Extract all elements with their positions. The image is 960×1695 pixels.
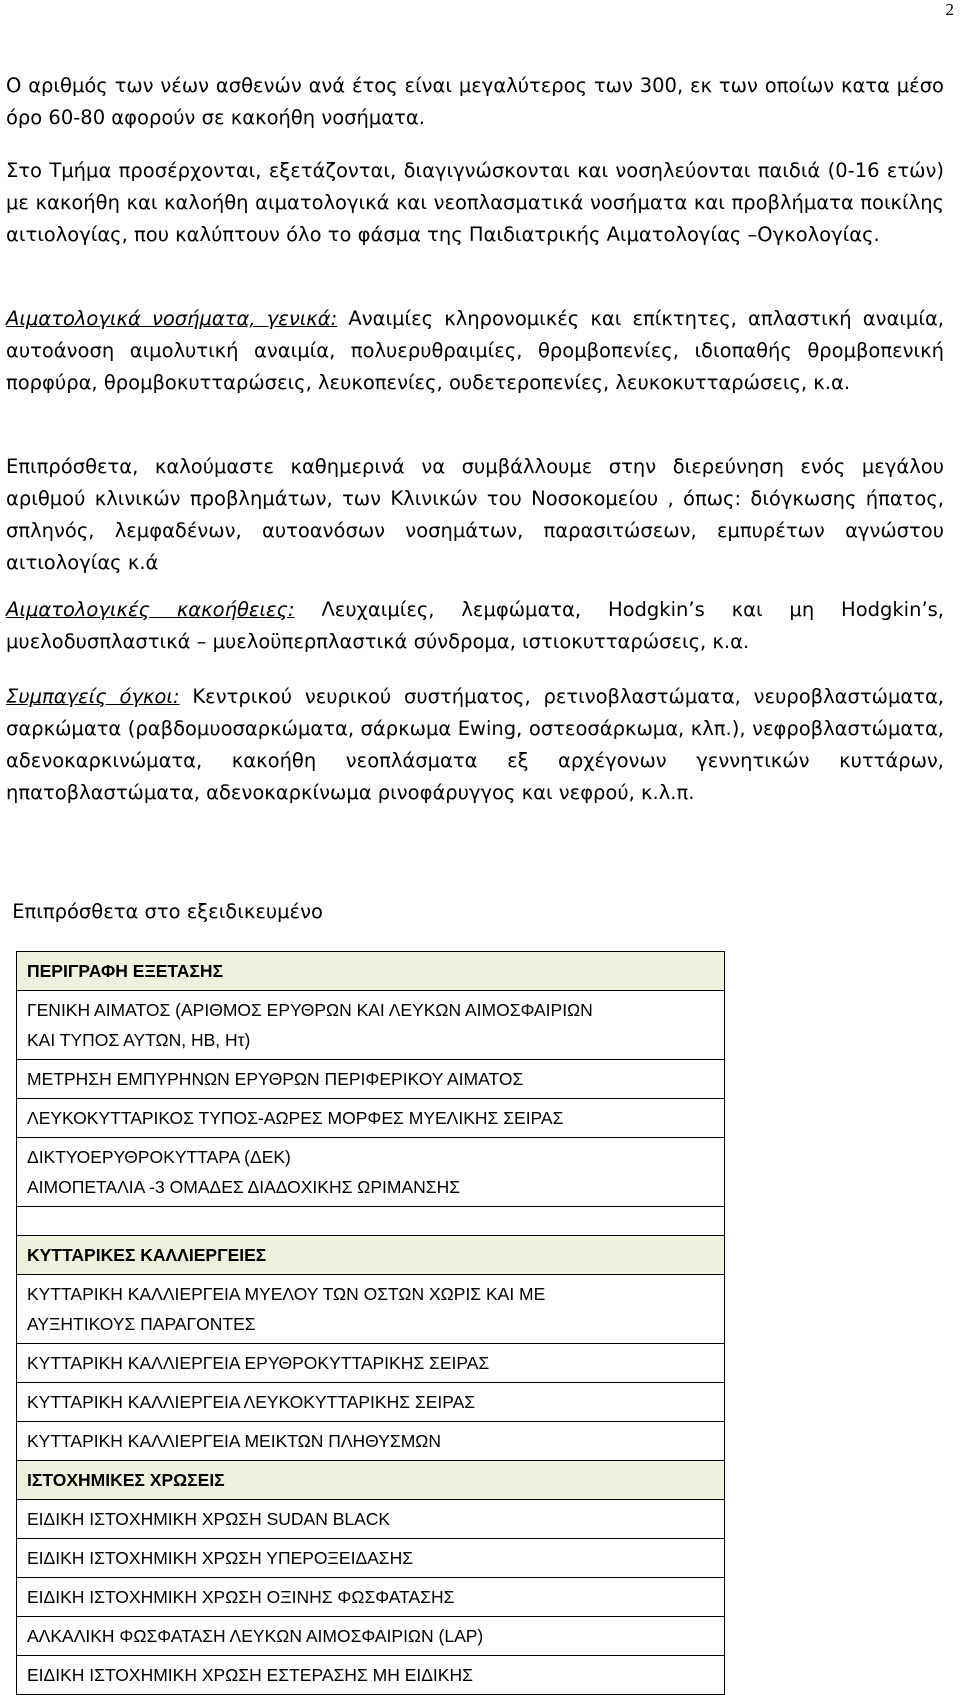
paragraph-clinical-support: Επιπρόσθετα, καλούμαστε καθημερινά να συμβάλλουμε στην διερεύνηση ενός μεγάλου αριθμού κλινικών προβλημάτων, των Κλινικών του Νοσοκομείου , όπως: διόγκωσης ήπατος, σπληνός, λεμφαδένων, αυτοανόσων νοσημάτων, παρασιτώσεων, εμπυρέτων αγνώστου αιτιολογίας κ.ά (6, 455, 944, 574)
section-title: ΠΕΡΙΓΡΑΦΗ ΕΞΕΤΑΣΗΣ (17, 952, 725, 991)
table-row: ΔΙΚΤΥΟΕΡΥΘΡΟΚΥΤΤΑΡΑ (ΔΕΚ) ΑΙΜΟΠΕΤΑΛΙΑ -3 ΟΜΑΔΕΣ ΔΙΑΔΟΧΙΚΗΣ ΩΡΙΜΑΝΣΗΣ (17, 1138, 725, 1207)
section-title: ΙΣΤΟΧΗΜΙΚΕΣ ΧΡΩΣΕΙΣ (17, 1461, 725, 1500)
table-spacer-row (17, 1207, 725, 1236)
table-section-header (17, 1461, 725, 1500)
paragraph-department-scope: Στο Τμήμα προσέρχονται, εξετάζονται, διαγιγνώσκονται και νοσηλεύονται παιδιά (0-16 ετών) με κακοήθη και καλοήθη αιματολογικά και νεοπλασματικά νοσήματα και προβλήματα ποικίλης αιτιολογίας, που καλύπτουν όλο το φάσμα της Παιδιατρικής Αιματολογίας –Ογκολογίας. (6, 159, 944, 246)
paragraph-hematologic-diseases (6, 303, 944, 399)
text-solid-tumors: Κεντρικού νευρικού συστήματος, ρετινοβλαστώματα, νευροβλαστώματα, σαρκώματα (ραβδομυοσαρκώματα, σάρκωμα Ewing, οστεοσάρκωμα, κλπ.), νεφροβλαστώματα, αδενοκαρκινώματα, κακοήθη νεοπλάσματα εξ αρχέγονων γεννητικών κυττάρων, ηπατοβλαστώματα, αδενοκαρκίνωμα ρινοφάρυγγος και νεφρού, κ.λ.π. (6, 685, 944, 804)
table-row: ΕΙΔΙΚΗ ΙΣΤΟΧΗΜΙΚΗ ΧΡΩΣΗ ΕΣΤΕΡΑΣΗΣ ΜΗ ΕΙΔΙΚΗΣ (17, 1656, 725, 1695)
table-row: ΕΙΔΙΚΗ ΙΣΤΟΧΗΜΙΚΗ ΧΡΩΣΗ ΟΞΙΝΗΣ ΦΩΣΦΑΤΑΣΗΣ (17, 1578, 725, 1617)
text-hematologic-diseases: Αναιμίες κληρονομικές και επίκτητες, απλαστική αναιμία, αυτοάνοση αιμολυτική αναιμία, πολυερυθραιμίες, θρομβοπενίες, ιδιοπαθής θρομβοπενική πορφύρα, θρομβοκυτταρώσεις, λευκοπενίες, ουδετεροπενίες, λευκοκυτταρώσεις, κ.α. (6, 307, 944, 394)
heading-hematologic-malignancies: Αιματολογικές κακοήθειες: (6, 598, 295, 621)
table-row: ΚΥΤΤΑΡΙΚΗ ΚΑΛΛΙΕΡΓΕΙΑ ΛΕΥΚΟΚΥΤΤΑΡΙΚΗΣ ΣΕΙΡΑΣ (17, 1383, 725, 1422)
table-row: ΑΛΚΑΛΙΚΗ ΦΩΣΦΑΤΑΣΗ ΛΕΥΚΩΝ ΑΙΜΟΣΦΑΙΡΙΩΝ (LAP) (17, 1617, 725, 1656)
paragraph-solid-tumors (6, 681, 944, 809)
text-hematologic-malignancies: Λευχαιμίες, λεμφώματα, Hodgkin’s και μη Hodgkin’s, μυελοδυσπλαστικά – μυελοϋπερπλαστικά σύνδρομα, ιστιοκυτταρώσεις, κ.α. (6, 598, 945, 653)
page-number: 2 (945, 0, 954, 19)
table-row: ΚΥΤΤΑΡΙΚΗ ΚΑΛΛΙΕΡΓΕΙΑ ΜΕΙΚΤΩΝ ΠΛΗΘΥΣΜΩΝ (17, 1422, 725, 1461)
section-title: ΚΥΤΤΑΡΙΚΕΣ ΚΑΛΛΙΕΡΓΕΙΕΣ (17, 1236, 725, 1275)
table-section-header (17, 1236, 725, 1275)
heading-hematologic-diseases: Αιματολογικά νοσήματα, γενικά: (6, 307, 338, 330)
table-row: ΜΕΤΡΗΣΗ ΕΜΠΥΡΗΝΩΝ ΕΡΥΘΡΩΝ ΠΕΡΙΦΕΡΙΚΟΥ ΑΙΜΑΤΟΣ (17, 1060, 725, 1099)
paragraph-specialized: Επιπρόσθετα στο εξειδικευμένο (6, 900, 323, 923)
table-section-header (17, 952, 725, 991)
table-row: ΛΕΥΚΟΚΥΤΤΑΡΙΚΟΣ ΤΥΠΟΣ-ΑΩΡΕΣ ΜΟΡΦΕΣ ΜΥΕΛΙΚΗΣ ΣΕΙΡΑΣ (17, 1099, 725, 1138)
exams-table (16, 951, 725, 1695)
table-row: ΕΙΔΙΚΗ ΙΣΤΟΧΗΜΙΚΗ ΧΡΩΣΗ SUDAN BLACK (17, 1500, 725, 1539)
heading-solid-tumors: Συμπαγείς όγκοι: (6, 685, 180, 708)
paragraph-hematologic-malignancies (6, 594, 944, 658)
table-row: ΚΥΤΤΑΡΙΚΗ ΚΑΛΛΙΕΡΓΕΙΑ ΜΥΕΛΟΥ ΤΩΝ ΟΣΤΩΝ ΧΩΡΙΣ ΚΑΙ ΜΕ ΑΥΞΗΤΙΚΟΥΣ ΠΑΡΑΓΟΝΤΕΣ (17, 1275, 725, 1344)
table-row: ΚΥΤΤΑΡΙΚΗ ΚΑΛΛΙΕΡΓΕΙΑ ΕΡΥΘΡΟΚΥΤΤΑΡΙΚΗΣ ΣΕΙΡΑΣ (17, 1344, 725, 1383)
paragraph-new-patients: Ο αριθμός των νέων ασθενών ανά έτος είναι μεγαλύτερος των 300, εκ των οποίων κατα μέσο όρο 60-80 αφορούν σε κακοήθη νοσήματα. (6, 74, 944, 129)
table-row: ΓΕΝΙΚΗ ΑΙΜΑΤΟΣ (ΑΡΙΘΜΟΣ ΕΡΥΘΡΩΝ ΚΑΙ ΛΕΥΚΩΝ ΑΙΜΟΣΦΑΙΡΙΩΝ ΚΑΙ ΤΥΠΟΣ ΑΥΤΩΝ, ΗΒ, Ητ) (17, 991, 725, 1060)
table-row: ΕΙΔΙΚΗ ΙΣΤΟΧΗΜΙΚΗ ΧΡΩΣΗ ΥΠΕΡΟΞΕΙΔΑΣΗΣ (17, 1539, 725, 1578)
